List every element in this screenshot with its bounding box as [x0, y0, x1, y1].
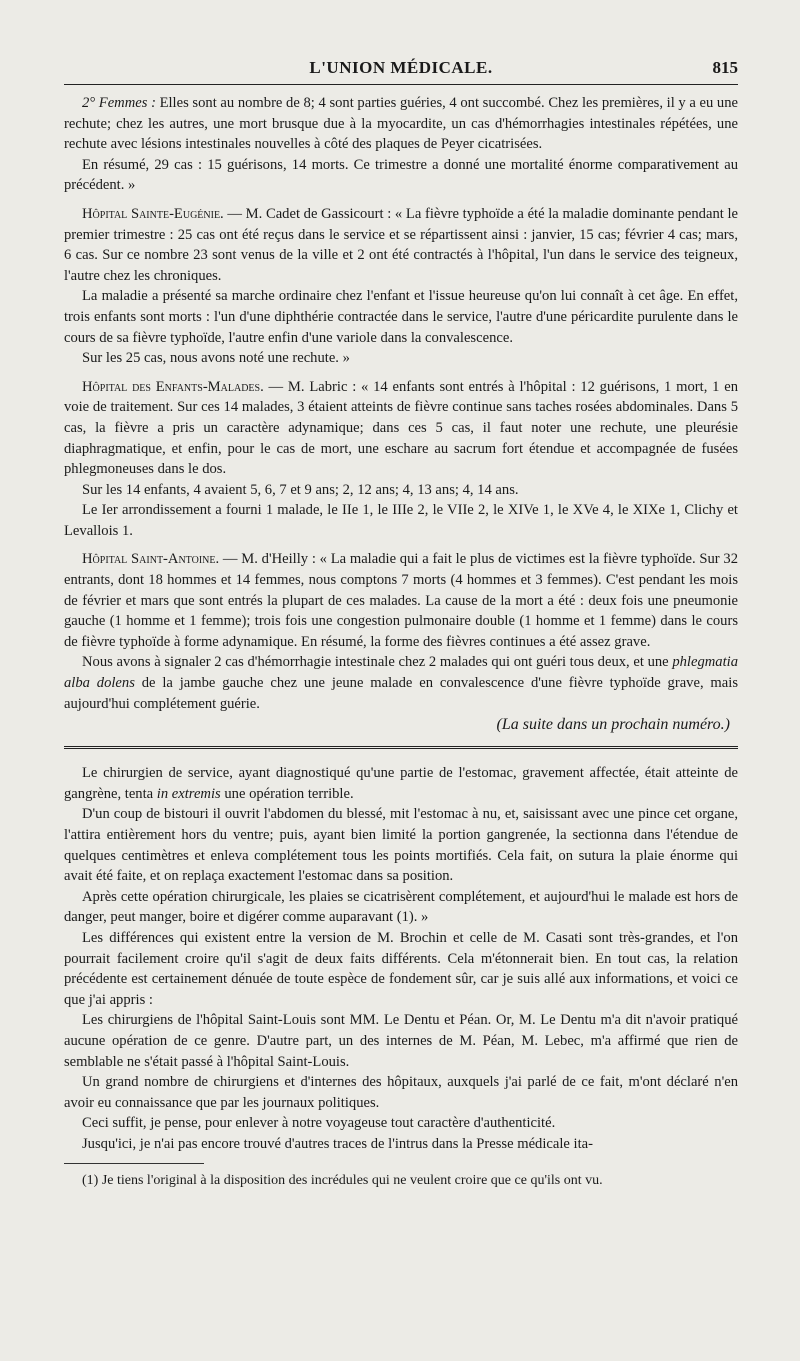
paragraph: Hôpital Sainte-Eugénie. — M. Cadet de Gassicourt : « La fièvre typhoïde a été la maladie dominante pendant le premier trimestre : 25 cas ont été reçus dans le service et se répartissent ainsi : janvier, 15 cas; février 4 cas; mars, 6 cas. Sur ce nombre 23 sont venus de la ville et 2 ont été contractés à l'hôpital, l'un dans le service des teigneux, l'autre chez les chroniques. — [64, 205, 738, 284]
section-divider — [64, 746, 738, 749]
paragraph: 2° Femmes : Elles sont au nombre de 8; 4 sont parties guéries, 4 ont succombé. Chez les premières, il y a eu une rechute; chez les autres, une mort brusque due à la myocardite, un cas d'hémorrhagies intestinales répétées, une rechute avec lésions intestinales nouvelles à côté des plaques de Peyer cicatrisées. — [64, 95, 738, 153]
footnote-rule — [64, 1163, 204, 1164]
header-rule — [64, 84, 738, 85]
paragraph: Les chirurgiens de l'hôpital Saint-Louis sont MM. Le Dentu et Péan. Or, M. Le Dentu m'a dit n'avoir pratiqué aucune opération de ce genre. D'autre part, un des internes de M. Péan, M. Lebec, m'a affirmé que rien de semblable ne s'était passé à l'hôpital Saint-Louis. — [64, 1012, 738, 1070]
paragraph: Le chirurgien de service, ayant diagnostiqué qu'une partie de l'estomac, gravement affectée, était atteinte de gangrène, tenta in extremis une opération terrible. — [64, 765, 738, 802]
women-label: 2° Femmes : — [82, 95, 156, 111]
footnote-text: (1) Je tiens l'original à la disposition des incrédules qui ne veulent croire que ce qu'ils ont vu. — [82, 1172, 603, 1188]
hospital-name: Hôpital des Enfants-Malades. — [82, 378, 264, 395]
hospital-name: Hôpital Sainte-Eugénie. — [82, 205, 224, 222]
continuation-note: (La suite dans un prochain numéro.) — [496, 716, 730, 734]
italic-term: phlegmatia alba dolens — [64, 654, 738, 692]
paragraph: Ceci suffit, je pense, pour enlever à notre voyageuse tout caractère d'authenticité. — [82, 1115, 556, 1132]
running-title: L'UNION MÉDICALE. — [309, 58, 493, 77]
paragraph: La maladie a présenté sa marche ordinaire chez l'enfant et l'issue heureuse qu'on lui connaît à cet âge. En effet, trois enfants sont morts : l'un d'une diphthérie contractée dans le service, l'autre d'une péricardite purulente dans le cours de sa fièvre typhoïde, l'autre enfin d'une variole dans la convalescence. — [64, 288, 738, 346]
paragraph: Sur les 25 cas, nous avons noté une rechute. » — [82, 350, 350, 367]
paragraph: Un grand nombre de chirurgiens et d'internes des hôpitaux, auxquels j'ai parlé de ce fait, m'ont déclaré n'en avoir eu connaissance que par les journaux politiques. — [64, 1074, 738, 1111]
hospital-name: Hôpital Saint-Antoine. — [82, 551, 220, 568]
page-header — [64, 50, 738, 84]
paragraph: Jusqu'ici, je n'ai pas encore trouvé d'autres traces de l'intrus dans la Presse médicale ita- — [82, 1135, 593, 1152]
paragraph: Après cette opération chirurgicale, les plaies se cicatrisèrent complétement, et aujourd'hui le malade est hors de danger, peut manger, boire et digérer comme auparavant (1). » — [64, 888, 738, 926]
footnote — [64, 1172, 738, 1190]
paragraph: Hôpital Saint-Antoine. — M. d'Heilly : « La maladie qui a fait le plus de victimes est la fièvre typhoïde. Sur 32 entrants, dont 18 hommes et 14 femmes, nous comptons 7 morts (4 hommes et 3 femmes). C'est pendant les mois de février et mars que sont entrés la plupart de ces malades. La cause de la mort a été : deux fois une pneumonie gauche (1 homme et 1 femme); trois fois une congestion pulmonaire double (1 homme et 1 femme) dans le cours de fièvre typhoïde à forme adynamique. En résumé, la forme des fièvres continues a été assez grave. — [64, 551, 738, 650]
section-hospital-reports — [64, 93, 738, 734]
paragraph: Hôpital des Enfants-Malades. — M. Labric : « 14 enfants sont entrés à l'hôpital : 12 guérisons, 1 mort, 1 en voie de traitement. Sur ces 14 malades, 3 étaient atteints de fièvre continue sans taches rosées abdominales. Dans 5 cas, la fièvre a pris un caractère adynamique; dans ces 5 cas, il faut noter une rechute, une pleurésie diaphragmatique, et enfin, pour le cas de mort, une eschare au sacrum fort étendue et accompagnée de fusées phlegmoneuses dans le dos. — [64, 378, 738, 478]
section-feuilleton — [64, 763, 738, 1154]
paragraph: Nous avons à signaler 2 cas d'hémorrhagie intestinale chez 2 malades qui ont guéri tous deux, et une phlegmatia alba dolens de la jambe gauche chez une jeune malade en convalescence d'une fièvre typhoïde grave, mais aujourd'hui complétement guérie. — [64, 654, 738, 712]
italic-term: in extremis — [156, 785, 221, 802]
page-number: 815 — [712, 58, 738, 77]
paragraph: En résumé, 29 cas : 15 guérisons, 14 morts. Ce trimestre a donné une mortalité énorme comparativement au précédent. » — [64, 156, 738, 194]
paragraph: Le Ier arrondissement a fourni 1 malade, le IIe 1, le IIIe 2, le VIIe 2, le XIVe 1, le XVe 4, le XIXe 1, Clichy et Levallois 1. — [64, 502, 738, 539]
paragraph: D'un coup de bistouri il ouvrit l'abdomen du blessé, mit l'estomac à nu, et, saisissant avec une pince cet organe, l'attira entièrement hors du ventre; puis, ayant bien limité la portion gangrenée, la sectionna dans l'étendue de quelques centimètres et enleva complétement tous les points mortifiés. Cela fait, on sutura la plaie énorme qui avait été faite, et on replaça exactement l'estomac dans sa position. — [64, 806, 738, 885]
paragraph: Les différences qui existent entre la version de M. Brochin et celle de M. Casati sont très-grandes, et l'on pourrait facilement croire qu'il s'agit de deux faits différents. Cela m'étonnerait bien. En tout cas, la relation précédente est certainement dénuée de toute espèce de fondement sûr, car je suis allé aux informations, et voici ce que j'ai appris : — [64, 929, 738, 1008]
paragraph: Sur les 14 enfants, 4 avaient 5, 6, 7 et 9 ans; 2, 12 ans; 4, 13 ans; 4, 14 ans. — [82, 481, 519, 498]
